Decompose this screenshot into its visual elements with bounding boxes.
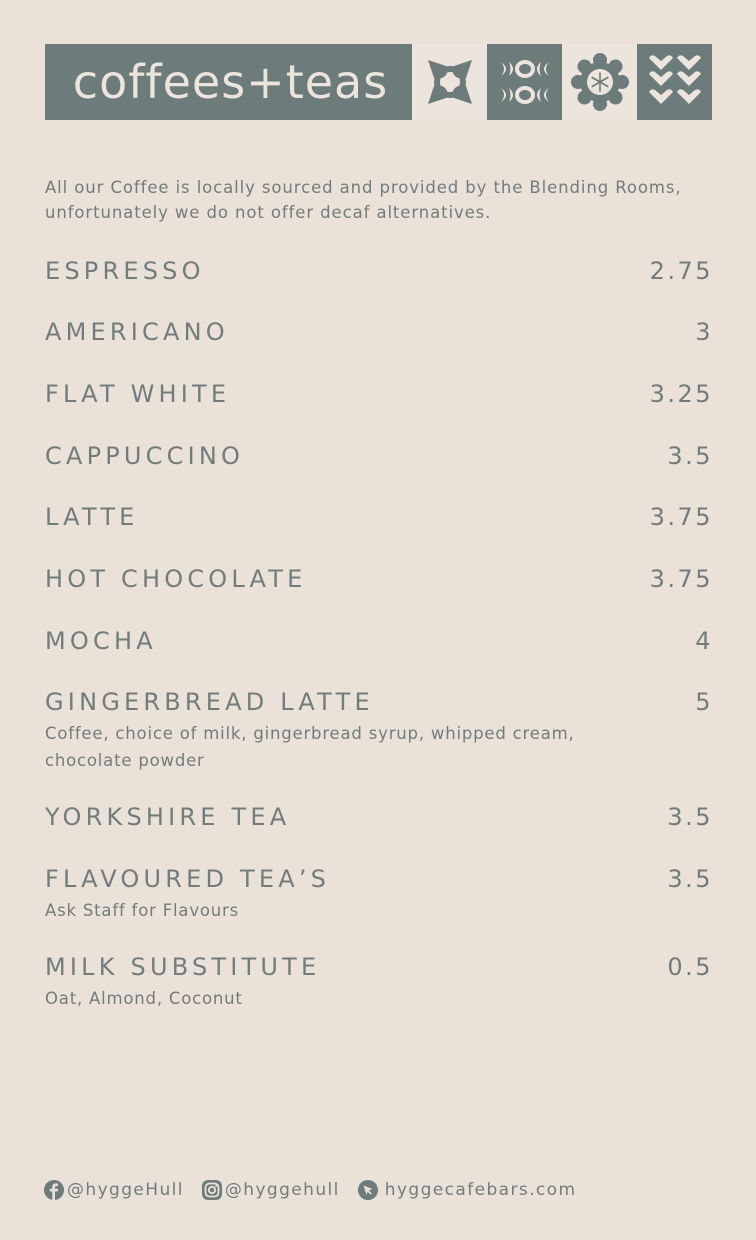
item-price: 0.5 xyxy=(667,953,713,981)
double-ring-pattern-icon xyxy=(497,54,553,110)
item-name: ESPRESSO xyxy=(45,257,205,285)
item-name: AMERICANO xyxy=(45,318,229,346)
item-price: 3.75 xyxy=(649,503,713,531)
flower-snowflake-icon xyxy=(570,52,630,112)
cursor-icon xyxy=(358,1180,378,1200)
intro-text: All our Coffee is locally sourced and provided by the Blending Rooms, unfortunately we do not offer decaf alternatives. xyxy=(45,178,682,222)
item-price: 3.5 xyxy=(667,803,713,831)
item-name: FLAT WHITE xyxy=(45,380,231,408)
item-price: 3.5 xyxy=(667,442,713,470)
item-name: HOT CHOCOLATE xyxy=(45,565,307,593)
item-price: 3.5 xyxy=(667,865,713,893)
item-name: CAPPUCCINO xyxy=(45,442,245,470)
menu-title-block xyxy=(45,44,412,120)
item-description: Ask Staff for Flavours xyxy=(45,901,240,920)
item-description: Coffee, choice of milk, gingerbread syrup, whipped cream, chocolate powder xyxy=(45,724,575,770)
instagram-link[interactable] xyxy=(202,1180,340,1200)
instagram-icon xyxy=(202,1180,222,1200)
flower-tile xyxy=(562,44,637,120)
item-name: GINGERBREAD LATTE xyxy=(45,688,374,716)
item-price: 4 xyxy=(695,627,713,655)
item-description: Oat, Almond, Coconut xyxy=(45,989,243,1008)
petal-ring-icon xyxy=(420,52,480,112)
item-price: 3.75 xyxy=(649,565,713,593)
heart-grid-icon xyxy=(645,52,705,112)
facebook-handle: @hyggeHull xyxy=(67,1180,184,1200)
website-link[interactable] xyxy=(358,1180,577,1200)
item-name: LATTE xyxy=(45,503,139,531)
item-price: 3.25 xyxy=(649,380,713,408)
double-ring-tile xyxy=(487,44,562,120)
website-url: hyggecafebars.com xyxy=(384,1180,577,1200)
header-banner xyxy=(45,44,713,120)
facebook-link[interactable] xyxy=(44,1180,184,1200)
item-price: 3 xyxy=(695,318,713,346)
footer-social-links xyxy=(44,1178,594,1202)
item-name: MOCHA xyxy=(45,627,157,655)
item-name: MILK SUBSTITUTE xyxy=(45,953,321,981)
item-price: 2.75 xyxy=(649,257,713,285)
petal-ring-tile xyxy=(412,44,487,120)
facebook-icon xyxy=(44,1180,64,1200)
menu-title: coffees+teas xyxy=(72,55,389,109)
item-name: YORKSHIRE TEA xyxy=(45,803,291,831)
heart-grid-tile xyxy=(637,44,712,120)
item-name: FLAVOURED TEA’S xyxy=(45,865,331,893)
instagram-handle: @hyggehull xyxy=(224,1180,340,1200)
item-price: 5 xyxy=(695,688,713,716)
